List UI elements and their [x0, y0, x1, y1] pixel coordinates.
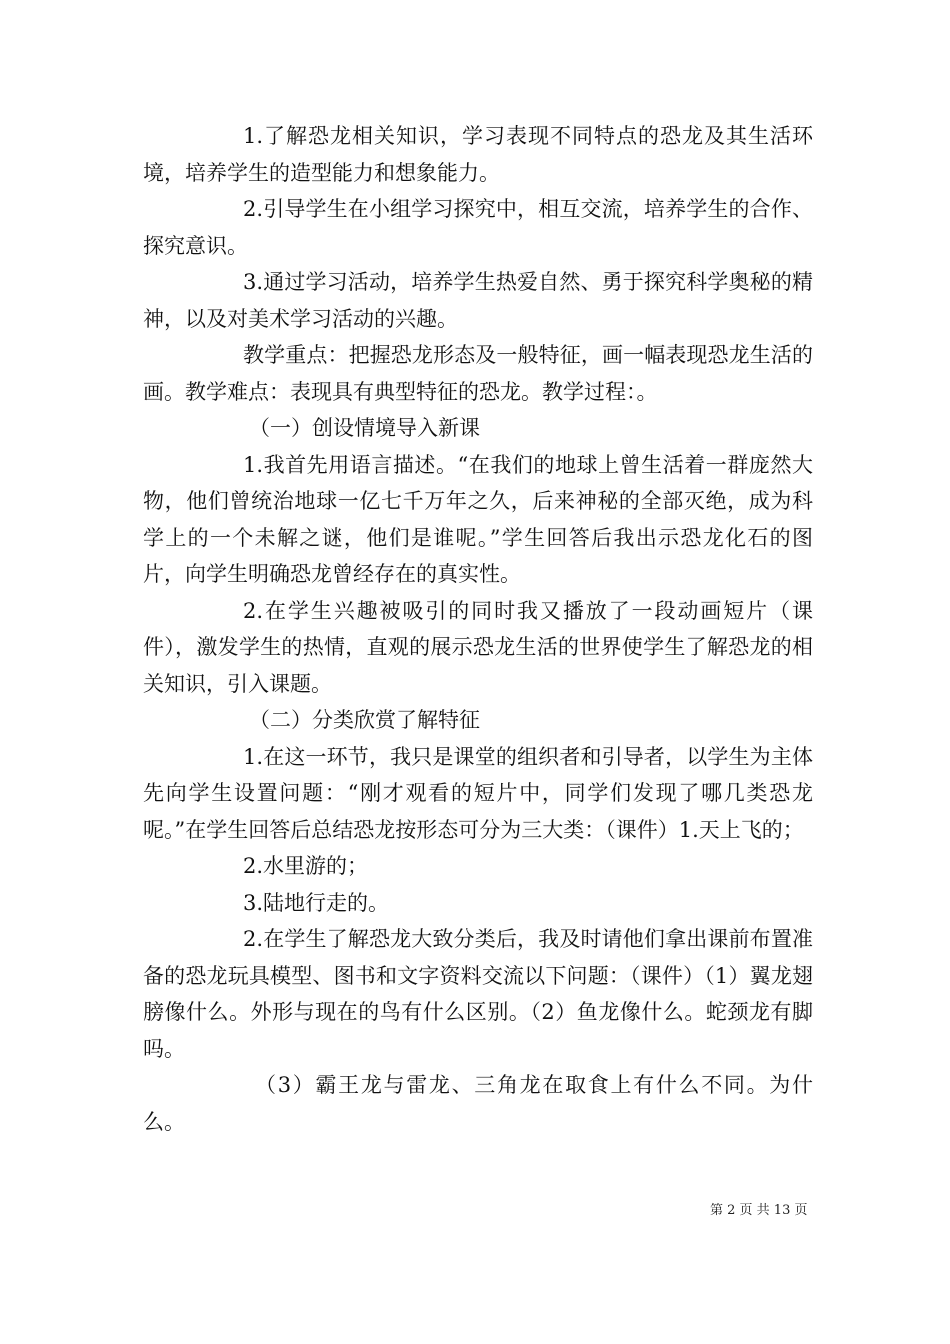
paragraph-section2-list-3: 3.陆地行走的。	[243, 890, 390, 915]
paragraph-objective-3: 3.通过学习活动，培养学生热爱自然、勇于探究科学奥秘的精神，以及对美术学习活动的兴趣。	[143, 270, 813, 331]
paragraph-section1-item1: 1.我首先用语言描述。“在我们的地球上曾生活着一群庞然大物，他们曾统治地球一亿七千万年之久，后来神秘的全部灭绝，成为科学上的一个未解之谜，他们是谁呢。”学生回答后我出示恐龙化石的图片，向学生明确恐龙曾经存在的真实性。	[143, 452, 813, 586]
document-body	[143, 118, 813, 1140]
paragraph-objective-1: 1.了解恐龙相关知识，学习表现不同特点的恐龙及其生活环境，培养学生的造型能力和想象能力。	[143, 124, 813, 185]
page-number-footer: 第 2 页 共 13 页	[710, 1203, 808, 1218]
paragraph-section2-list-2: 2.水里游的；	[243, 854, 369, 878]
paragraph-key-points: 教学重点：把握恐龙形态及一般特征，画一幅表现恐龙生活的画。教学难点：表现具有典型特征的恐龙。教学过程：。	[143, 343, 813, 404]
section-heading-1: （一）创设情境导入新课	[249, 416, 480, 440]
paragraph-section2-item1: 1.在这一环节，我只是课堂的组织者和引导者，以学生为主体先向学生设置问题：“刚才观看的短片中，同学们发现了哪几类恐龙呢。”在学生回答后总结恐龙按形态可分为三大类：（课件）1.天上飞的；	[143, 744, 813, 842]
paragraph-objective-2: 2.引导学生在小组学习探究中，相互交流，培养学生的合作、探究意识。	[143, 197, 813, 258]
paragraph-section2-item2: 2.在学生了解恐龙大致分类后，我及时请他们拿出课前布置准备的恐龙玩具模型、图书和文字资料交流以下问题：（课件）（1）翼龙翅膀像什么。外形与现在的鸟有什么区别。（2）鱼龙像什么。蛇颈龙有脚吗。	[143, 927, 813, 1061]
paragraph-section1-item2: 2.在学生兴趣被吸引的同时我又播放了一段动画短片（课件），激发学生的热情，直观的展示恐龙生活的世界使学生了解恐龙的相关知识，引入课题。	[143, 598, 813, 696]
paragraph-section2-question3: （3）霸王龙与雷龙、三角龙在取食上有什么不同。为什么。	[143, 1073, 813, 1134]
section-heading-2: （二）分类欣赏了解特征	[249, 708, 480, 732]
